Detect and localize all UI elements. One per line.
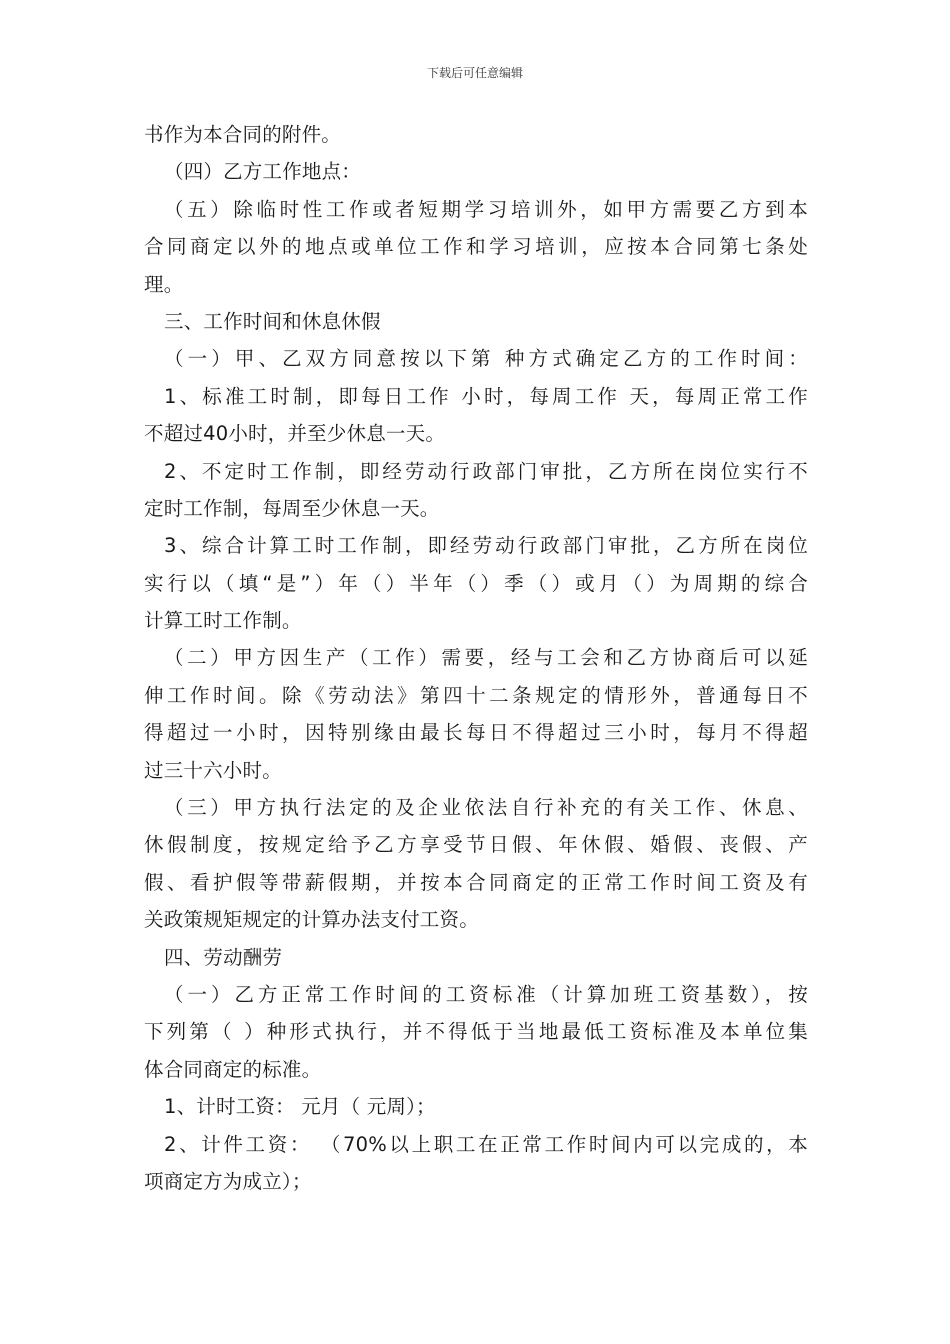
text-line: （五）除临时性工作或者短期学习培训外，如甲方需要乙方到本 — [164, 197, 808, 221]
text-line: 不超过40小时，并至少休息一天。 — [144, 422, 446, 446]
text-line: 三、工作时间和休息休假 — [164, 309, 381, 333]
text-line: 得超过一小时，因特别缘由最长每日不得超过三小时，每月不得超 — [144, 721, 808, 745]
text-line: 伸工作时间。除《劳动法》第四十二条规定的情形外，普通每日不 — [144, 683, 808, 707]
text-line: （一）乙方正常工作时间的工资标准（计算加班工资基数），按 — [164, 982, 808, 1006]
document-body — [144, 116, 808, 1200]
text-line: 理。 — [144, 272, 184, 296]
page-header: 下载后可任意编辑 — [426, 66, 523, 80]
text-line: 合同商定以外的地点或单位工作和学习培训，应按本合同第七条处 — [144, 235, 808, 259]
text-line: 3、综合计算工时工作制，即经劳动行政部门审批，乙方所在岗位 — [164, 534, 808, 558]
text-line: 下列第（ ）种形式执行，并不得低于当地最低工资标准及本单位集 — [144, 1020, 808, 1044]
text-line: 2、计件工资： （70%以上职工在正常工作时间内可以完成的，本 — [164, 1132, 808, 1156]
text-line: （四）乙方工作地点： — [164, 160, 362, 184]
text-line: 四、劳动酬劳 — [164, 945, 283, 969]
text-line: 计算工时工作制。 — [144, 609, 302, 633]
text-line: 实行以（填“是”）年（）半年（）季（）或月（）为周期的综合 — [144, 571, 808, 595]
text-line: 关政策规矩规定的计算办法支付工资。 — [144, 908, 479, 932]
text-line: 定时工作制，每周至少休息一天。 — [144, 496, 440, 520]
text-line: 过三十六小时。 — [144, 758, 282, 782]
text-line: 2、不定时工作制，即经劳动行政部门审批，乙方所在岗位实行不 — [164, 459, 808, 483]
text-line: （三）甲方执行法定的及企业依法自行补充的有关工作、休息、 — [164, 796, 808, 820]
text-line: 项商定方为成立）； — [144, 1169, 312, 1193]
text-line: 体合同商定的标准。 — [144, 1057, 322, 1081]
text-line: 1、标准工时制，即每日工作 小时，每周工作 天，每周正常工作 — [164, 384, 808, 408]
text-line: 书作为本合同的附件。 — [144, 123, 342, 146]
text-line: （一）甲、乙双方同意按以下第 种方式确定乙方的工作时间： — [164, 347, 808, 371]
text-line: （二）甲方因生产（工作）需要，经与工会和乙方协商后可以延 — [164, 646, 808, 670]
text-line: 假、看护假等带薪假期，并按本合同商定的正常工作时间工资及有 — [144, 870, 808, 894]
text-line: 休假制度，按规定给予乙方享受节日假、年休假、婚假、丧假、产 — [144, 833, 808, 857]
text-line: 1、计时工资： 元月（ 元周）； — [164, 1095, 436, 1119]
